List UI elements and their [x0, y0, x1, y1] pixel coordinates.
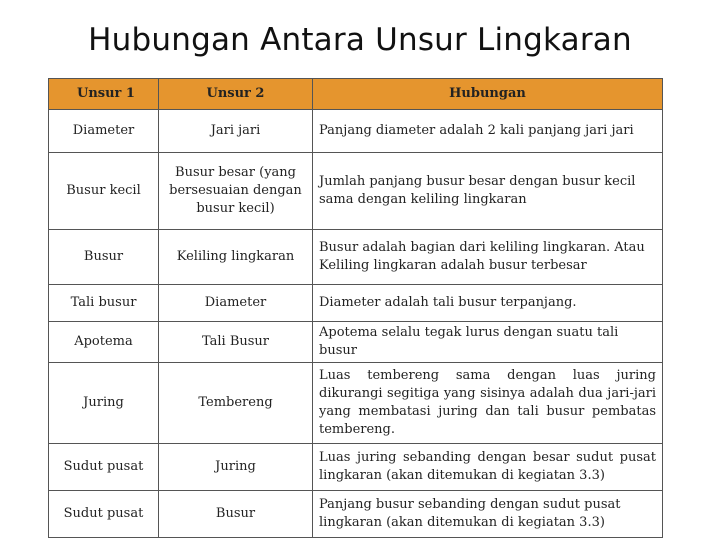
- cell-unsur-2: Tembereng: [159, 363, 313, 444]
- cell-unsur-2: Busur besar (yang bersesuaian dengan busur kecil): [159, 153, 313, 230]
- cell-hubungan: Busur adalah bagian dari keliling lingkaran. Atau Keliling lingkaran adalah busur terbesar: [313, 230, 663, 285]
- cell-unsur-1: Busur: [49, 230, 159, 285]
- cell-unsur-2: Busur: [159, 491, 313, 538]
- relations-table: [48, 78, 663, 538]
- cell-unsur-1: Juring: [49, 363, 159, 444]
- cell-hubungan: Apotema selalu tegak lurus dengan suatu tali busur: [313, 322, 663, 363]
- header-hubungan: Hubungan: [313, 79, 663, 110]
- table-row: [49, 444, 663, 491]
- cell-unsur-2: Jari jari: [159, 110, 313, 153]
- cell-unsur-2: Tali Busur: [159, 322, 313, 363]
- cell-hubungan: Jumlah panjang busur besar dengan busur kecil sama dengan keliling lingkaran: [313, 153, 663, 230]
- cell-unsur-1: Tali busur: [49, 285, 159, 322]
- table-row: [49, 110, 663, 153]
- table-row: [49, 322, 663, 363]
- cell-unsur-2: Keliling lingkaran: [159, 230, 313, 285]
- cell-hubungan: Panjang diameter adalah 2 kali panjang jari jari: [313, 110, 663, 153]
- relations-table-container: [48, 78, 663, 538]
- table-row: [49, 230, 663, 285]
- table-row: [49, 491, 663, 538]
- table-row: [49, 285, 663, 322]
- cell-hubungan: Luas tembereng sama dengan luas juring dikurangi segitiga yang sisinya adalah dua jari-jari yang membatasi juring dan tali busur pembatas tembereng.: [313, 363, 663, 444]
- cell-unsur-1: Sudut pusat: [49, 444, 159, 491]
- cell-unsur-1: Sudut pusat: [49, 491, 159, 538]
- header-unsur-2: Unsur 2: [159, 79, 313, 110]
- cell-unsur-1: Diameter: [49, 110, 159, 153]
- cell-hubungan: Diameter adalah tali busur terpanjang.: [313, 285, 663, 322]
- cell-hubungan: Luas juring sebanding dengan besar sudut pusat lingkaran (akan ditemukan di kegiatan 3.3): [313, 444, 663, 491]
- cell-unsur-1: Busur kecil: [49, 153, 159, 230]
- slide-title: Hubungan Antara Unsur Lingkaran: [88, 22, 632, 58]
- cell-unsur-2: Juring: [159, 444, 313, 491]
- cell-unsur-2: Diameter: [159, 285, 313, 322]
- header-unsur-1: Unsur 1: [49, 79, 159, 110]
- table-row: [49, 153, 663, 230]
- table-header-row: [49, 79, 663, 110]
- cell-unsur-1: Apotema: [49, 322, 159, 363]
- table-row: [49, 363, 663, 444]
- cell-hubungan: Panjang busur sebanding dengan sudut pusat lingkaran (akan ditemukan di kegiatan 3.3): [313, 491, 663, 538]
